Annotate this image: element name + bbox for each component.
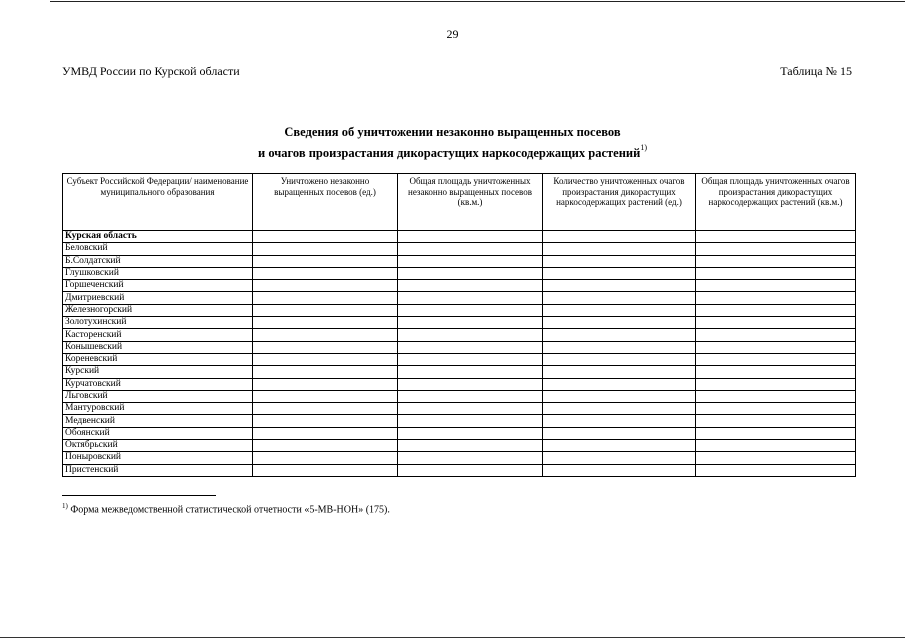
table-cell[interactable]	[696, 452, 856, 464]
table-cell[interactable]	[696, 243, 856, 255]
table-cell[interactable]	[398, 366, 543, 378]
table-cell[interactable]	[253, 267, 398, 279]
table-cell[interactable]	[696, 317, 856, 329]
table-number: Таблица № 15	[780, 64, 852, 78]
table-cell[interactable]	[543, 280, 696, 292]
column-header-wild-foci-area: Общая площадь уничтоженных очагов произрастания дикорастущих наркосодержащих растений (кв.м.)	[696, 174, 856, 231]
title-line-2	[0, 141, 905, 162]
table-row	[63, 464, 856, 476]
table-cell[interactable]	[543, 292, 696, 304]
municipality-name-cell: Пристенский	[63, 464, 253, 476]
table-row	[63, 267, 856, 279]
table-row	[63, 243, 856, 255]
table-cell[interactable]	[543, 267, 696, 279]
table-cell[interactable]	[398, 464, 543, 476]
table-cell[interactable]	[253, 255, 398, 267]
municipality-name-cell: Конышевский	[63, 341, 253, 353]
footnote-mark: 1)	[62, 502, 68, 510]
table-cell[interactable]	[253, 390, 398, 402]
table-cell[interactable]	[696, 280, 856, 292]
table-cell[interactable]	[543, 231, 696, 243]
table-cell[interactable]	[253, 353, 398, 365]
table-cell[interactable]	[253, 464, 398, 476]
municipality-name-cell: Золотухинский	[63, 317, 253, 329]
table-cell[interactable]	[398, 292, 543, 304]
table-cell[interactable]	[543, 329, 696, 341]
table-cell[interactable]	[696, 292, 856, 304]
table-cell[interactable]	[543, 243, 696, 255]
table-row	[63, 440, 856, 452]
organization-name: УМВД России по Курской области	[62, 64, 240, 78]
table-cell[interactable]	[398, 231, 543, 243]
column-header-destroyed-crops-count: Уничтожено незаконно выращенных посевов (ед.)	[253, 174, 398, 231]
table-row	[63, 366, 856, 378]
column-header-wild-foci-count: Количество уничтоженных очагов произрастания дикорастущих наркосодержащих растений (ед.)	[543, 174, 696, 231]
table-cell[interactable]	[543, 255, 696, 267]
footnote	[62, 502, 390, 515]
table-cell[interactable]	[543, 378, 696, 390]
table-row-region	[63, 231, 856, 243]
table-cell[interactable]	[696, 440, 856, 452]
municipality-name-cell: Б.Солдатский	[63, 255, 253, 267]
municipality-name-cell: Льговский	[63, 390, 253, 402]
municipality-name-cell: Дмитриевский	[63, 292, 253, 304]
table-cell[interactable]	[696, 403, 856, 415]
table-cell[interactable]	[696, 341, 856, 353]
title-footnote-mark: 1)	[640, 143, 647, 152]
table-cell[interactable]	[253, 403, 398, 415]
table-cell[interactable]	[253, 341, 398, 353]
table-cell[interactable]	[253, 452, 398, 464]
table-cell[interactable]	[398, 415, 543, 427]
title-line-2-text: и очагов произрастания дикорастущих наркосодержащих растений	[258, 146, 641, 161]
table-cell[interactable]	[543, 415, 696, 427]
table-cell[interactable]	[543, 427, 696, 439]
table-cell[interactable]	[253, 280, 398, 292]
municipality-name-cell: Мантуровский	[63, 403, 253, 415]
table-cell[interactable]	[696, 304, 856, 316]
table-cell[interactable]	[543, 366, 696, 378]
table-row	[63, 292, 856, 304]
table-cell[interactable]	[696, 464, 856, 476]
municipality-name-cell: Беловский	[63, 243, 253, 255]
table-row	[63, 390, 856, 402]
table-cell[interactable]	[398, 267, 543, 279]
table-body	[63, 231, 856, 477]
municipality-name-cell: Железногорский	[63, 304, 253, 316]
table-header-row	[63, 174, 856, 231]
table-cell[interactable]	[253, 366, 398, 378]
table-cell[interactable]	[696, 390, 856, 402]
table-cell[interactable]	[253, 243, 398, 255]
table-cell[interactable]	[543, 353, 696, 365]
table-cell[interactable]	[398, 317, 543, 329]
municipality-name-cell: Октябрьский	[63, 440, 253, 452]
table-cell[interactable]	[253, 427, 398, 439]
municipality-name-cell: Кореневский	[63, 353, 253, 365]
table-cell[interactable]	[543, 390, 696, 402]
footnote-separator	[62, 495, 216, 496]
table-cell[interactable]	[253, 304, 398, 316]
table-cell[interactable]	[398, 243, 543, 255]
table-row	[63, 427, 856, 439]
table-cell[interactable]	[543, 452, 696, 464]
table-row	[63, 280, 856, 292]
table-row	[63, 353, 856, 365]
table-cell[interactable]	[398, 341, 543, 353]
table-cell[interactable]	[696, 378, 856, 390]
table-cell[interactable]	[543, 304, 696, 316]
table-cell[interactable]	[398, 329, 543, 341]
table-cell[interactable]	[543, 403, 696, 415]
table-cell[interactable]	[398, 255, 543, 267]
table-cell[interactable]	[696, 267, 856, 279]
municipality-name-cell: Обоянский	[63, 427, 253, 439]
table-cell[interactable]	[696, 255, 856, 267]
table-cell[interactable]	[398, 390, 543, 402]
table-cell[interactable]	[253, 231, 398, 243]
table-cell[interactable]	[696, 353, 856, 365]
table-row	[63, 329, 856, 341]
document-title	[0, 124, 905, 162]
table-cell[interactable]	[253, 292, 398, 304]
table-cell[interactable]	[696, 366, 856, 378]
top-edge-line	[50, 1, 905, 2]
table-row	[63, 378, 856, 390]
table-cell[interactable]	[696, 231, 856, 243]
table-cell[interactable]	[696, 415, 856, 427]
table-cell[interactable]	[543, 464, 696, 476]
municipality-name-cell: Горшеченский	[63, 280, 253, 292]
bottom-edge-line	[0, 637, 905, 638]
table-cell[interactable]	[543, 317, 696, 329]
table-row	[63, 341, 856, 353]
table-cell[interactable]	[398, 378, 543, 390]
column-header-subject: Субъект Российской Федерации/ наименование муниципального образования	[63, 174, 253, 231]
table-cell[interactable]	[398, 403, 543, 415]
table-cell[interactable]	[253, 440, 398, 452]
municipality-name-cell: Курский	[63, 366, 253, 378]
municipality-name-cell: Глушковский	[63, 267, 253, 279]
table-cell[interactable]	[398, 440, 543, 452]
table-cell[interactable]	[398, 304, 543, 316]
table-cell[interactable]	[543, 440, 696, 452]
table-cell[interactable]	[398, 280, 543, 292]
region-name-cell: Курская область	[63, 231, 253, 243]
column-header-destroyed-crops-area: Общая площадь уничтоженных незаконно выращенных посевов (кв.м.)	[398, 174, 543, 231]
title-line-1: Сведения об уничтожении незаконно выращенных посевов	[284, 125, 621, 139]
table-row	[63, 304, 856, 316]
table-row	[63, 255, 856, 267]
table-cell[interactable]	[398, 452, 543, 464]
municipality-name-cell: Медвенский	[63, 415, 253, 427]
municipality-name-cell: Касторенский	[63, 329, 253, 341]
table-row	[63, 415, 856, 427]
table-cell[interactable]	[253, 317, 398, 329]
table-cell[interactable]	[696, 427, 856, 439]
data-table	[62, 173, 856, 477]
municipality-name-cell: Курчатовский	[63, 378, 253, 390]
table-cell[interactable]	[253, 415, 398, 427]
table-cell[interactable]	[253, 329, 398, 341]
table-cell[interactable]	[398, 353, 543, 365]
page-number: 29	[446, 27, 459, 41]
table-cell[interactable]	[543, 341, 696, 353]
table-row	[63, 317, 856, 329]
table-row	[63, 403, 856, 415]
municipality-name-cell: Поныровский	[63, 452, 253, 464]
table-row	[63, 452, 856, 464]
table-cell[interactable]	[253, 378, 398, 390]
table-cell[interactable]	[696, 329, 856, 341]
footnote-text: Форма межведомственной статистической отчетности «5-МВ-НОН» (175).	[70, 504, 390, 516]
table-cell[interactable]	[398, 427, 543, 439]
